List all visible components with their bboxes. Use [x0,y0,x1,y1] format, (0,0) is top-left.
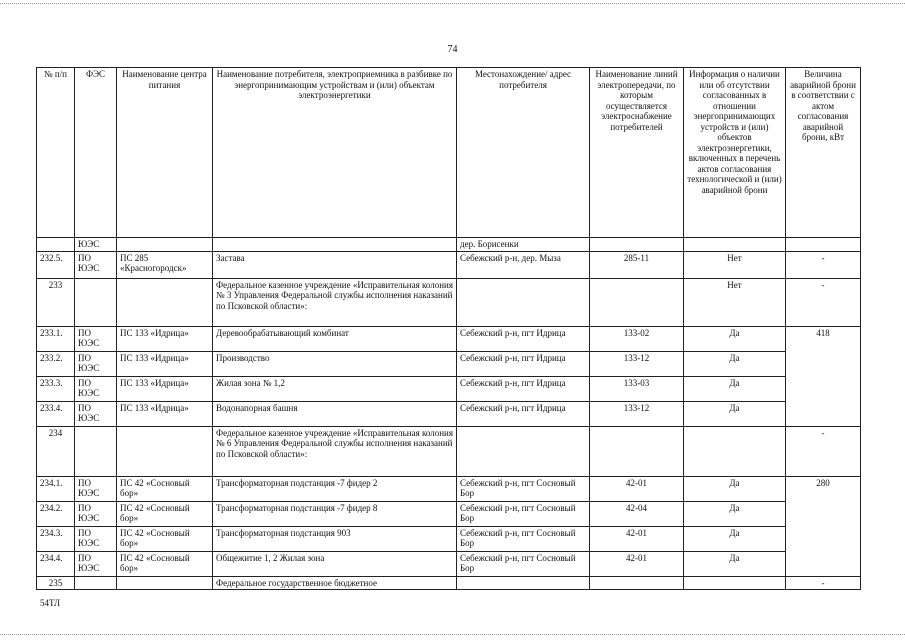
table-row [37,278,861,326]
row-power-center: ПС 42 «Сосновый бор» [117,551,213,576]
row-reserve-merged: 418 [786,326,861,426]
col-header-power-lines: Наименование линий электропередачи, по которым осуществляется электроснабжение потребителей [590,68,684,238]
col-header-location: Местонахождение/ адрес потребителя [457,68,590,238]
col-header-power-center: Наименование центра питания [117,68,213,238]
col-header-emergency-reserve: Величина аварийной брони в соответствии с актом согласования аварийной брони, кВт [786,68,861,238]
row-location: Себежский р-н, пгт Сосновый Бор [457,526,590,551]
col-header-number: № п/п [37,68,75,238]
row-power-line: 42-01 [590,476,684,501]
row-number: 233.2. [37,351,75,376]
row-power-line: 133-12 [590,401,684,426]
row-location: Себежский р-н, дер. Мыза [457,251,590,278]
table-row [37,326,861,351]
row-agreement [684,426,786,476]
row-power-center: ПС 42 «Сосновый бор» [117,526,213,551]
table-row [37,351,861,376]
row-number [37,238,75,252]
row-number: 232.5. [37,251,75,278]
row-reserve: - [786,576,861,590]
row-consumer: Федеральное казенное учреждение «Исправительная колония № 3 Управления Федеральной службы исполнения наказаний по Псковской области»: [213,278,457,326]
row-fes: ПО ЮЭС [75,326,117,351]
row-location: Себежский р-н, пгт Сосновый Бор [457,551,590,576]
row-consumer: Трансформаторная подстанция -7 фидер 8 [213,501,457,526]
document-footer-code: 54ТЛ [40,598,61,608]
table-row [37,401,861,426]
row-agreement: Да [684,401,786,426]
table-row [37,526,861,551]
row-agreement: Нет [684,251,786,278]
row-location [457,278,590,326]
row-agreement [684,576,786,590]
row-consumer: Производство [213,351,457,376]
row-power-center: ПС 285 «Красногородск» [117,251,213,278]
row-number: 235 [37,576,75,590]
scan-edge-top [0,3,905,4]
row-number: 234 [37,426,75,476]
row-power-center: ПС 42 «Сосновый бор» [117,501,213,526]
row-fes: ПО ЮЭС [75,526,117,551]
row-power-center [117,426,213,476]
row-location: Себежский р-н, пгт Сосновый Бор [457,501,590,526]
row-power-center: ПС 133 «Идрица» [117,351,213,376]
row-consumer: Деревообрабатывающий комбинат [213,326,457,351]
row-power-line: 42-01 [590,551,684,576]
row-fes [75,278,117,326]
row-number: 233.1. [37,326,75,351]
table-row [37,551,861,576]
row-location: Себежский р-н, пгт Сосновый Бор [457,476,590,501]
row-fes: ПО ЮЭС [75,476,117,501]
row-location: Себежский р-н, пгт Идрица [457,376,590,401]
row-power-line [590,238,684,252]
row-power-line: 42-04 [590,501,684,526]
table-row [37,476,861,501]
row-agreement [684,238,786,252]
row-fes: ПО ЮЭС [75,551,117,576]
page-number: 74 [447,44,458,55]
row-power-center: ПС 133 «Идрица» [117,401,213,426]
row-consumer [213,238,457,252]
row-power-line: 285-11 [590,251,684,278]
row-fes [75,426,117,476]
row-power-center [117,238,213,252]
row-agreement: Да [684,376,786,401]
row-reserve [786,238,861,252]
col-header-fes: ФЭС [75,68,117,238]
row-number: 234.2. [37,501,75,526]
row-agreement: Да [684,526,786,551]
row-number: 233.4. [37,401,75,426]
table-row [37,501,861,526]
row-number: 233.3. [37,376,75,401]
table-row [37,238,861,252]
row-number: 233 [37,278,75,326]
table-row [37,426,861,476]
row-fes: ПО ЮЭС [75,251,117,278]
table-row [37,376,861,401]
row-power-line [590,576,684,590]
row-reserve: - [786,278,861,326]
scan-edge-bottom [0,634,905,635]
row-location: дер. Борисенки [457,238,590,252]
row-consumer: Трансформаторная подстанция 903 [213,526,457,551]
row-agreement: Да [684,326,786,351]
row-consumer: Федеральное государственное бюджетное [213,576,457,590]
row-fes: ПО ЮЭС [75,401,117,426]
col-header-agreement-info: Информация о наличии или об отсутствии согласованных в отношении энергопринимающих устройств и (или) объектов электроэнергетики, включенных в перечень актов согласования технологической и (или) аварийной брони [684,68,786,238]
row-number: 234.1. [37,476,75,501]
row-power-center [117,278,213,326]
row-agreement: Да [684,476,786,501]
row-power-line [590,426,684,476]
row-agreement: Да [684,551,786,576]
row-consumer: Застава [213,251,457,278]
row-consumer: Трансформаторная подстанция -7 фидер 2 [213,476,457,501]
row-consumer: Жилая зона № 1,2 [213,376,457,401]
row-number: 234.4. [37,551,75,576]
row-location: Себежский р-н, пгт Идрица [457,351,590,376]
table-row [37,576,861,590]
row-fes: ПО ЮЭС [75,351,117,376]
row-consumer: Водонапорная башня [213,401,457,426]
row-reserve-merged: 280 [786,476,861,576]
row-location: Себежский р-н, пгт Идрица [457,326,590,351]
row-power-center: ПС 133 «Идрица» [117,376,213,401]
row-agreement: Нет [684,278,786,326]
row-fes [75,576,117,590]
row-consumer: Общежитие 1, 2 Жилая зона [213,551,457,576]
row-power-center: ПС 42 «Сосновый бор» [117,476,213,501]
row-consumer: Федеральное казенное учреждение «Исправительная колония № 6 Управления Федеральной службы исполнения наказаний по Псковской области»: [213,426,457,476]
row-agreement: Да [684,501,786,526]
row-fes: ЮЭС [75,238,117,252]
row-agreement: Да [684,351,786,376]
row-reserve: - [786,251,861,278]
table-header-row [37,68,861,238]
table-row [37,251,861,278]
row-power-line: 133-12 [590,351,684,376]
col-header-consumer: Наименование потребителя, электроприемника в разбивке по энергопринимающим устройствам и (или) объектам электроэнергетики [213,68,457,238]
row-location [457,576,590,590]
row-reserve: - [786,426,861,476]
row-fes: ПО ЮЭС [75,501,117,526]
row-power-center [117,576,213,590]
row-power-line: 133-03 [590,376,684,401]
row-power-center: ПС 133 «Идрица» [117,326,213,351]
power-consumers-table [36,67,861,590]
row-power-line: 42-01 [590,526,684,551]
row-location: Себежский р-н, пгт Идрица [457,401,590,426]
row-power-line: 133-02 [590,326,684,351]
row-power-line [590,278,684,326]
row-location [457,426,590,476]
row-number: 234.3. [37,526,75,551]
row-fes: ПО ЮЭС [75,376,117,401]
